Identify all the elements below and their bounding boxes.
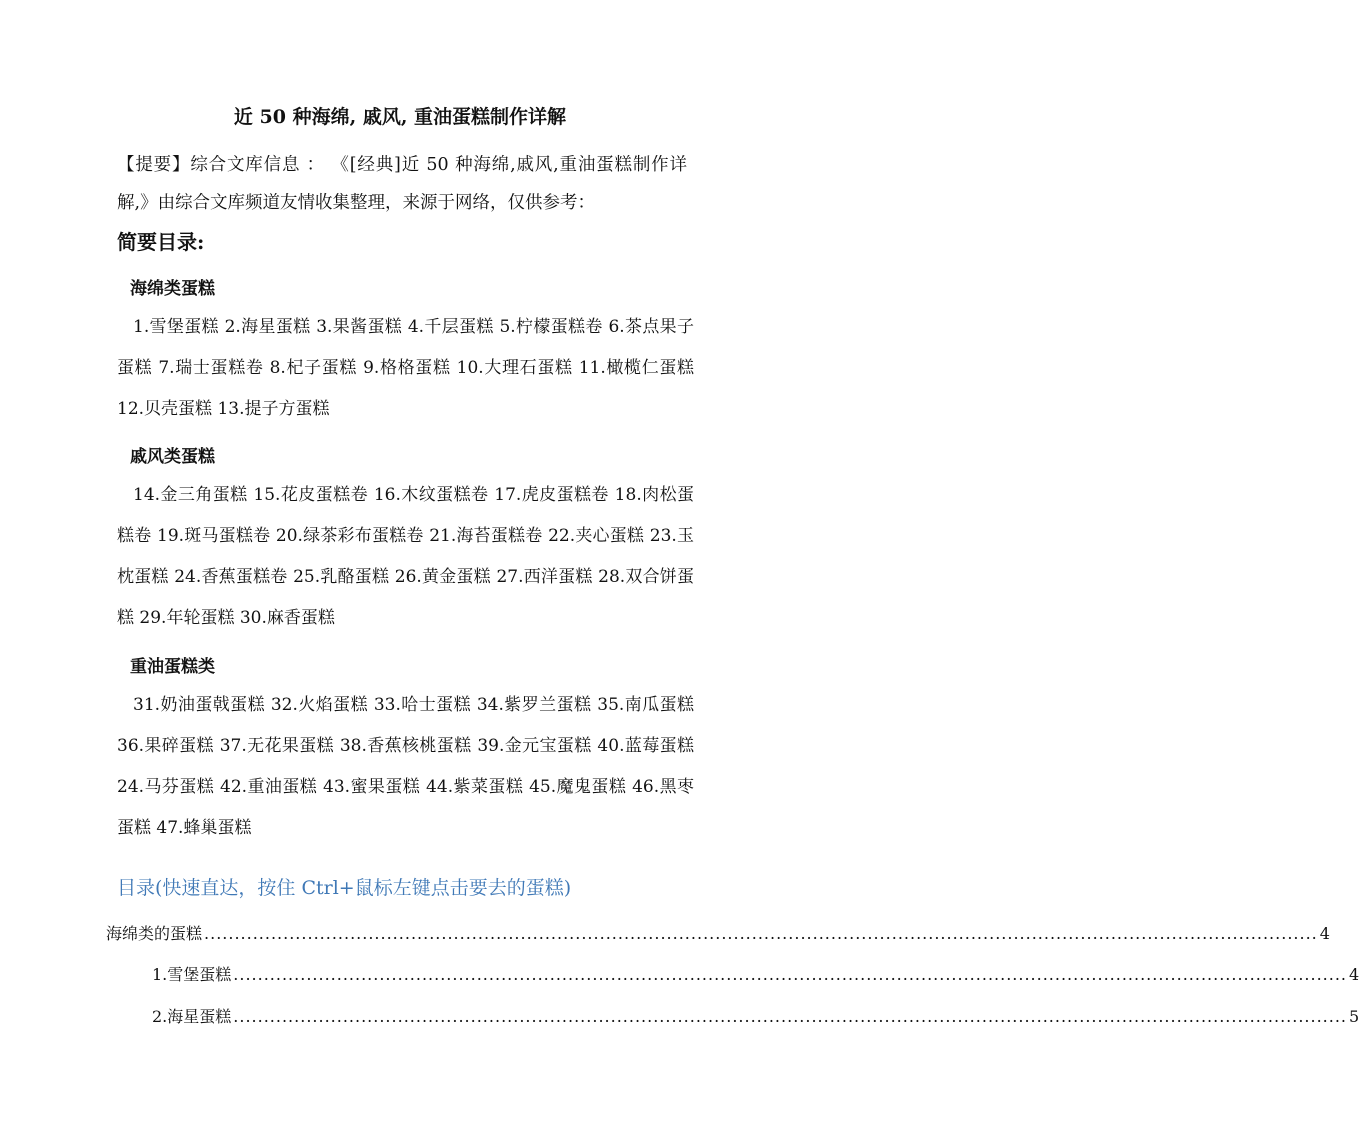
toc-leader-dots: ....................................................................................................................................................................................... xyxy=(233,965,1348,984)
section-heading-chiffon: 戚风类蛋糕 xyxy=(130,447,215,467)
toc-page-number: 4 xyxy=(1319,924,1330,943)
page-title: 近 50 种海绵, 戚风, 重油蛋糕制作详解 xyxy=(233,106,567,128)
toc-link-sponge-cakes[interactable] xyxy=(106,921,1330,944)
toc-leader-dots: ....................................................................................................................................................................................... xyxy=(204,924,1318,943)
brief-toc-heading: 简要目录: xyxy=(117,230,205,254)
toc-link-haixing-cake[interactable] xyxy=(152,1004,1359,1027)
toc-link-xuebao-cake[interactable] xyxy=(152,962,1359,985)
directory-heading: 目录(快速直达，按住 Ctrl+鼠标左键点击要去的蛋糕) xyxy=(117,877,572,899)
toc-entry-label: 1.雪堡蛋糕 xyxy=(152,965,232,984)
toc-entry-label: 海绵类的蛋糕 xyxy=(106,924,203,943)
toc-entry-label: 2.海星蛋糕 xyxy=(152,1007,232,1026)
section-list-sponge: 1.雪堡蛋糕 2.海星蛋糕 3.果酱蛋糕 4.千层蛋糕 5.柠檬蛋糕卷 6.茶点果子蛋糕 7.瑞士蛋糕卷 8.杞子蛋糕 9.格格蛋糕 10.大理石蛋糕 11.橄榄仁蛋糕 12.贝壳蛋糕 13.提子方蛋糕 xyxy=(117,317,694,419)
summary-paragraph: 【提要】综合文库信息 ： 《[经典]近 50 种海绵,戚风,重油蛋糕制作详解,》由综合文库频道友情收集整理，来源于网络，仅供参考： xyxy=(117,155,687,213)
section-list-chiffon: 14.金三角蛋糕 15.花皮蛋糕卷 16.木纹蛋糕卷 17.虎皮蛋糕卷 18.肉松蛋糕卷 19.斑马蛋糕卷 20.绿茶彩布蛋糕卷 21.海苔蛋糕卷 22.夹心蛋糕 23.玉枕蛋糕 24.香蕉蛋糕卷 25.乳酪蛋糕 26.黄金蛋糕 27.西洋蛋糕 28.双合饼蛋糕 29.年轮蛋糕 30.麻香蛋糕 xyxy=(117,485,694,628)
toc-page-number: 5 xyxy=(1349,1007,1359,1026)
section-list-butter: 31.奶油蛋戟蛋糕 32.火焰蛋糕 33.哈士蛋糕 34.紫罗兰蛋糕 35.南瓜蛋糕 36.果碎蛋糕 37.无花果蛋糕 38.香蕉核桃蛋糕 39.金元宝蛋糕 40.蓝莓蛋糕 24.马芬蛋糕 42.重油蛋糕 43.蜜果蛋糕 44.紫菜蛋糕 45.魔鬼蛋糕 46.黑枣蛋糕 47.蜂巢蛋糕 xyxy=(117,695,694,838)
section-heading-sponge: 海绵类蛋糕 xyxy=(130,279,215,299)
toc-leader-dots: ....................................................................................................................................................................................... xyxy=(233,1007,1348,1026)
section-heading-butter: 重油蛋糕类 xyxy=(130,657,215,677)
toc-page-number: 4 xyxy=(1349,965,1359,984)
